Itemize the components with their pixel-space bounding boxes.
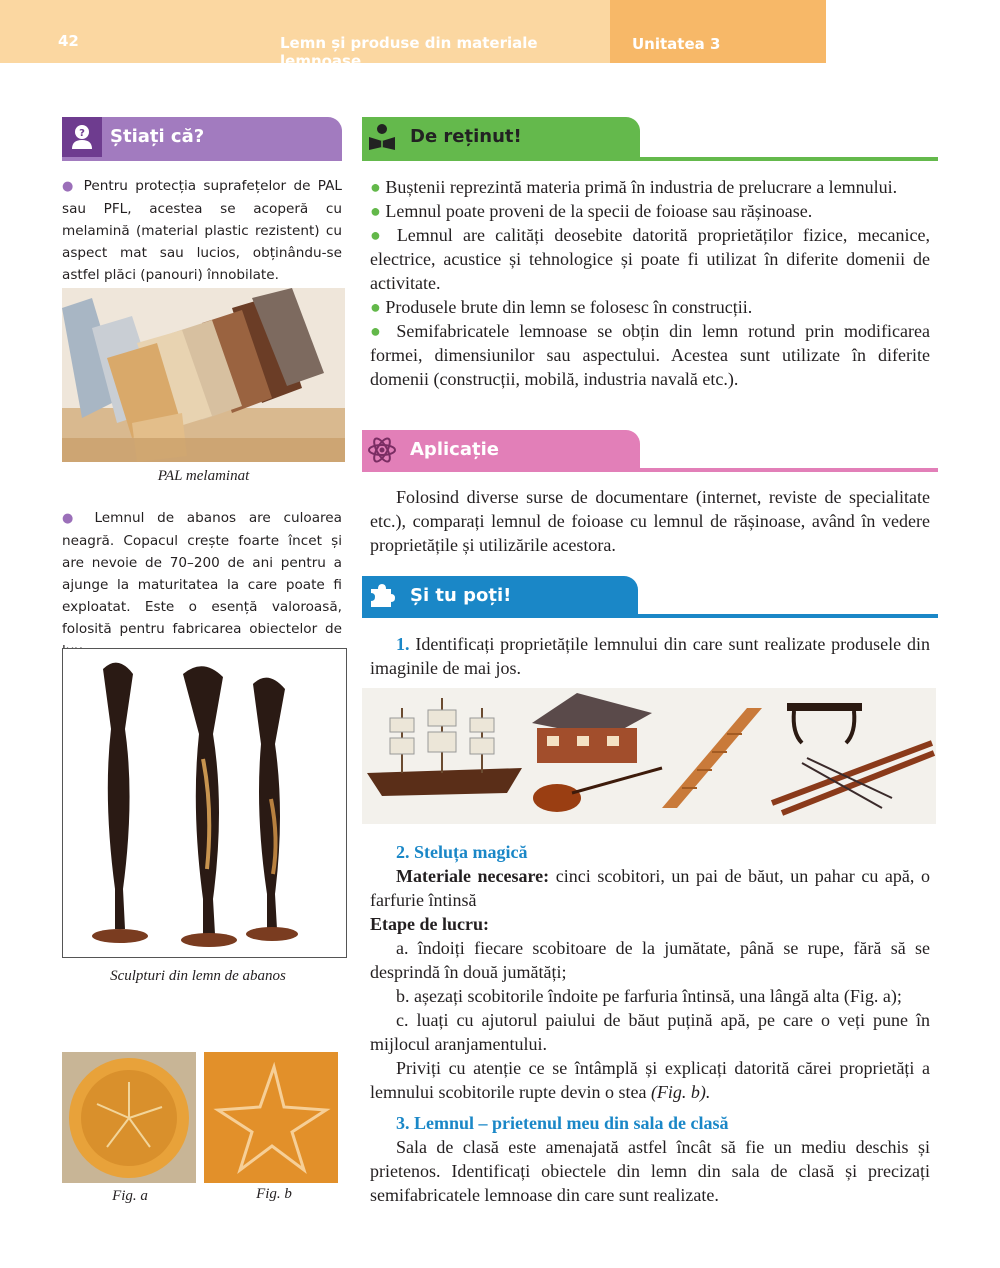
stiati-banner <box>62 117 342 157</box>
bullet-dot: ● <box>62 511 82 526</box>
aplicatie-title: Aplicație <box>410 439 499 460</box>
task-3 <box>370 1111 930 1207</box>
stiati-rule <box>62 157 342 161</box>
bullet-dot: ● <box>62 179 77 194</box>
materials-text: cinci scobitori, un pai de băut, un pahar cu apă, o farfurie întinsă <box>370 866 930 910</box>
retinut-item: ● Semifabricatele lemnoase se obțin din lemn rotund prin modificarea formei, dimensiunilor sau aspectului. Acestea sunt utilizate în diferite domenii (construcții, mobilă, industria navală etc.). <box>370 321 931 389</box>
situpoti-title: Și tu poți! <box>410 585 512 606</box>
observation-fig-ref: (Fig. b). <box>650 1082 711 1102</box>
stiati-paragraph-1 <box>62 175 342 286</box>
materials-label: Materiale necesare: <box>396 866 550 886</box>
atom-icon <box>362 430 402 470</box>
stiati-text-2: Lemnul de abanos are culoarea neagră. Copacul crește foarte încet și are nevoie de 70–200 de ani pentru a ajunge la maturitatea la care poate fi exploatat. Este o esență valoroasă, folosită pentru fabricarea obiectelor de <box>62 510 343 637</box>
wood-products-image <box>362 688 936 824</box>
task-1-number: 1. <box>396 634 410 654</box>
pal-caption: PAL melaminat <box>157 468 250 484</box>
retinut-list <box>370 175 930 391</box>
retinut-banner <box>362 117 640 157</box>
retinut-item: ● Lemnul are calități deosebite datorită proprietăților fizice, mecanice, electrice, acustice și tehnologice și poate fi utilizat în diferite domenii de activitate. <box>370 225 931 293</box>
ebony-caption: Sculpturi din lemn de abanos <box>110 968 286 984</box>
observation-text: Priviți cu atenție ce se întâmplă și explicați datorită cărei proprietăți a lemnului scobitorile rupte devin o stea <box>370 1058 930 1102</box>
steps-label: Etape de lucru: <box>370 914 489 934</box>
task-1 <box>370 632 930 680</box>
situpoti-banner <box>362 576 638 616</box>
unit-tab <box>610 0 826 63</box>
task-2-title: 2. Steluța magică <box>396 842 528 862</box>
retinut-item: ● Lemnul poate proveni de la specii de foioase sau rășinoase. <box>370 201 813 221</box>
pal-melaminat-image <box>62 288 345 462</box>
step-b: b. așezați scobitorile îndoite pe farfuria întinsă, una lângă alta (Fig. a); <box>396 986 902 1006</box>
bullet-dot: ● <box>370 297 381 317</box>
unit-label: Unitatea 3 <box>632 35 721 53</box>
aplicatie-banner <box>362 430 640 470</box>
bullet-dot: ● <box>370 201 381 221</box>
task-3-text: Sala de clasă este amenajată astfel încât să fie un mediu deschis și prietenos. Identificați obiectele din lemn din sala de clasă și precizați semifabricatele lemnoase din care sunt realizate. <box>370 1137 930 1205</box>
stiati-title: Știați că? <box>110 126 205 147</box>
retinut-item: ● Buștenii reprezintă materia primă în industria de prelucrare a lemnului. <box>370 177 898 197</box>
page-number: 42 <box>58 32 79 50</box>
step-c: c. luați cu ajutorul paiului de băut puțină apă, pe care o veți pune în mijlocul aranjamentului. <box>370 1010 930 1054</box>
ebony-sculptures-image <box>62 648 347 958</box>
situpoti-rule <box>362 614 938 618</box>
retinut-item: ● Produsele brute din lemn se folosesc în construcții. <box>370 297 753 317</box>
retinut-rule <box>362 157 938 161</box>
stiati-text-1: Pentru protecția suprafețelor de PAL sau PFL, acestea se acoperă cu melamină (material plastic rezistent) cu aspect mat sau lucios, obținându-se astfel plăci (panouri) înnobilate. <box>62 178 342 283</box>
fig-b-image <box>204 1052 338 1183</box>
reading-person-icon <box>362 117 402 157</box>
fig-b-caption: Fig. b <box>256 1186 292 1202</box>
bullet-dot: ● <box>370 225 387 245</box>
retinut-title: De reținut! <box>410 126 522 147</box>
stiati-paragraph-2 <box>62 507 342 662</box>
task-3-title: 3. Lemnul – prietenul meu din sala de clasă <box>396 1113 729 1133</box>
chapter-title: Lemn și produse din materiale lemnoase <box>280 34 538 70</box>
question-person-icon <box>62 117 102 157</box>
task-1-text: Identificați proprietățile lemnului din care sunt realizate produsele din imaginile de mai jos. <box>370 634 930 678</box>
svg-text:?: ? <box>79 128 85 139</box>
puzzle-icon <box>362 576 402 616</box>
task-2 <box>370 840 930 1104</box>
step-a: a. îndoiți fiecare scobitoare de la jumătate, până se rupe, fără să se desprindă în două jumătăți; <box>370 938 930 982</box>
aplicatie-rule <box>362 468 938 472</box>
fig-a-caption: Fig. a <box>112 1188 148 1204</box>
bullet-dot: ● <box>370 321 387 341</box>
aplicatie-text: Folosind diverse surse de documentare (internet, reviste de specialitate etc.), comparați lemnul de foioase cu lemnul de rășinoase, având în vedere proprietățile și utilizările acestora. <box>370 487 930 555</box>
bullet-dot: ● <box>370 177 381 197</box>
fig-a-image <box>62 1052 196 1183</box>
